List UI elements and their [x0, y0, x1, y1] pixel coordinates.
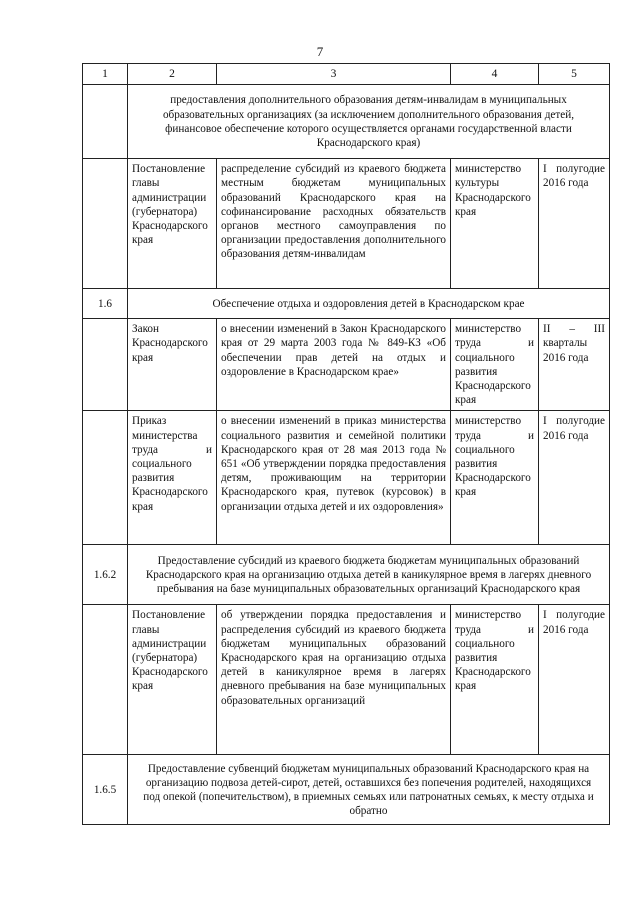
- header-col-3: 3: [217, 64, 451, 85]
- row-number: [83, 411, 128, 545]
- measure-description: об утверждении порядка предоставления и распределения субсидий из краевого бюджета бюджетам муниципальных образований Краснодарского края на организацию отдыха детей в каникулярное время в лагерях дневного пребывания на базе муниципальных образовательных организаций: [217, 605, 451, 755]
- table-row: [83, 411, 610, 545]
- document-type: Постановление главы администрации (губернатора) Краснодарского края: [128, 159, 217, 289]
- document-type: Приказ министерства труда и социального развития Краснодарского края: [128, 411, 217, 545]
- deadline: II – III кварталы 2016 года: [539, 319, 610, 411]
- responsible-executor: министерство культуры Краснодарского края: [451, 159, 539, 289]
- deadline: I полугодие 2016 года: [539, 605, 610, 755]
- section-row: [83, 545, 610, 605]
- table-row: [83, 605, 610, 755]
- measure-description: о внесении изменений в Закон Краснодарского края от 29 марта 2003 года № 849-КЗ «Об обеспечении прав детей на отдых и оздоровление в Краснодарском крае»: [217, 319, 451, 411]
- row-number: [83, 159, 128, 289]
- header-col-1: 1: [83, 64, 128, 85]
- section-title: предоставления дополнительного образования детям-инвалидам в муниципальных образовательных организациях (за исключением дополнительного образования детей, финансовое обеспечение которого осуществляется органами государственной власти Краснодарского края): [128, 85, 610, 159]
- row-number: 1.6.5: [83, 755, 128, 825]
- section-row: [83, 289, 610, 319]
- page-number: 7: [316, 44, 324, 59]
- plan-table: [82, 63, 610, 825]
- row-number: [83, 85, 128, 159]
- responsible-executor: министерство труда и социального развития Краснодарского края: [451, 319, 539, 411]
- deadline: I полугодие 2016 года: [539, 411, 610, 545]
- row-number: 1.6.2: [83, 545, 128, 605]
- row-number: [83, 605, 128, 755]
- document-type: Закон Краснодарского края: [128, 319, 217, 411]
- header-col-5: 5: [539, 64, 610, 85]
- section-title: Предоставление субвенций бюджетам муниципальных образований Краснодарского края на организацию подвоза детей-сирот, детей, оставшихся без попечения родителей, находящихся под опекой (попечительством), в приемных семьях или патронатных семьях, к месту отдыха и обратно: [128, 755, 610, 825]
- row-number: 1.6: [83, 289, 128, 319]
- section-row: [83, 755, 610, 825]
- section-row: [83, 85, 610, 159]
- table-row: [83, 319, 610, 411]
- document-type: Постановление главы администрации (губернатора) Краснодарского края: [128, 605, 217, 755]
- table-row: [83, 159, 610, 289]
- section-title: Обеспечение отдыха и оздоровления детей в Краснодарском крае: [128, 289, 610, 319]
- deadline: I полугодие 2016 года: [539, 159, 610, 289]
- header-row: [83, 64, 610, 85]
- row-number: [83, 319, 128, 411]
- measure-description: распределение субсидий из краевого бюджета местным бюджетам муниципальных образований Краснодарского края на софинансирование расходных обязательств органов местного самоуправления по организации предоставления дополнительного образования детям-инвалидам: [217, 159, 451, 289]
- header-col-4: 4: [451, 64, 539, 85]
- header-col-2: 2: [128, 64, 217, 85]
- responsible-executor: министерство труда и социального развития Краснодарского края: [451, 605, 539, 755]
- section-title: Предоставление субсидий из краевого бюджета бюджетам муниципальных образований Краснодарского края на организацию отдыха детей в каникулярное время в лагерях дневного пребывания на базе муниципальных образовательных организаций Краснодарского края: [128, 545, 610, 605]
- responsible-executor: министерство труда и социального развития Краснодарского края: [451, 411, 539, 545]
- measure-description: о внесении изменений в приказ министерства социального развития и семейной политики Краснодарского края от 28 мая 2013 года № 651 «Об утверждении порядка предоставления детям, проживающим на территории Краснодарского края, путевок (курсовок) в организации отдыха детей и их оздоровления»: [217, 411, 451, 545]
